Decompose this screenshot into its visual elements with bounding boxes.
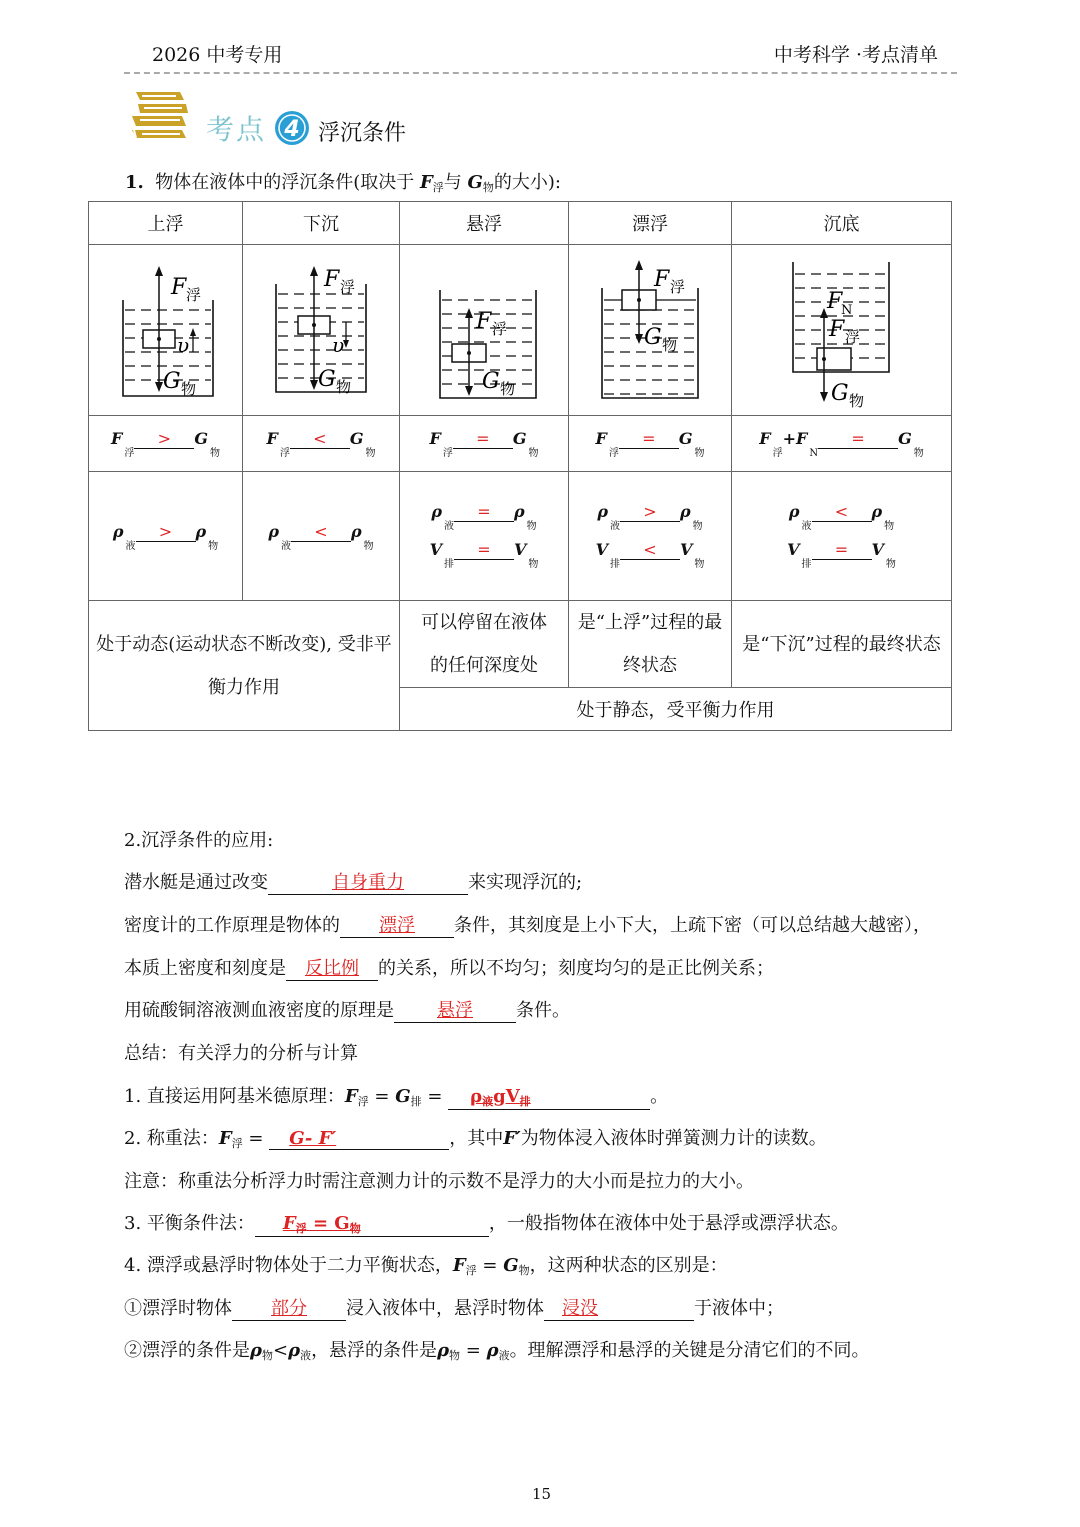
summary-line-3: 3. 平衡条件法： $F_浮 = G_物$ ，一般指物体在液体中处于悬浮或漂浮状态。	[124, 1213, 849, 1235]
section-number-badge	[274, 110, 310, 146]
app-title: 2.沉浮条件的应用:	[124, 830, 274, 851]
svg-text:F: F	[324, 266, 340, 292]
header-right: 中考科学 ·考点清单	[773, 44, 938, 66]
summary-line-1: 1. 直接运用阿基米德原理：$F_浮 = G_排 = \rho_液gV_排$ 。	[124, 1086, 669, 1108]
label-f-sub: 浮	[185, 285, 201, 304]
header-divider	[124, 72, 957, 74]
force-rel-suspend: $F_浮= G_物$	[400, 416, 569, 472]
svg-text:浮: 浮	[340, 277, 356, 296]
density-rel-suspend: $\rho_液= \rho_物$ $V_排= V_物$	[400, 472, 569, 601]
svg-text:G: G	[830, 380, 849, 406]
density-rel-bottom: $\rho_液< \rho_物$ $V_排= V_物$	[732, 472, 952, 601]
label-v: υ	[176, 332, 189, 357]
summary-line-2: 2. 称重法：$F_浮 = G-$ F′ ，其中F′为物体浸入液体时弹簧测力计的读数。	[124, 1128, 827, 1150]
svg-text:F: F	[828, 316, 844, 342]
svg-text:G: G	[482, 368, 500, 394]
svg-text:N: N	[840, 302, 852, 318]
force-rel-sink: $F_浮< G_物$	[243, 416, 400, 472]
header-float: 漂浮	[569, 202, 732, 245]
label-g: G	[162, 368, 181, 394]
desc-dynamic: 处于动态(运动状态不断改变), 受非平衡力作用	[89, 601, 400, 731]
force-rel-float: $F_浮= G_物$	[569, 416, 732, 472]
summary-compare-2: ②漂浮的条件是$\rho_物<\rho_液$，悬浮的条件是$\rho_物 = \rho_液$。理解漂浮和悬浮的关键是分清它们的不同。	[124, 1340, 870, 1362]
desc-static: 处于静态，受平衡力作用	[400, 688, 952, 731]
svg-text:物: 物	[848, 391, 864, 408]
force-rel-rise: $F_浮> G_物$	[89, 416, 243, 472]
density-rel-float: $\rho_液> \rho_物$ $V_排< V_物$	[569, 472, 732, 601]
svg-text:浮: 浮	[844, 327, 860, 346]
diagram-rise	[89, 245, 243, 416]
books-icon	[128, 86, 190, 142]
app-line-1: 潜水艇是通过改变 自身重力 来实现浮沉的;	[124, 868, 582, 895]
header-suspend: 悬浮	[400, 202, 569, 245]
svg-text:F: F	[826, 288, 842, 314]
app-line-3: 本质上密度和刻度是 反比例 的关系，所以不均匀；刻度均匀的是正比例关系；	[124, 954, 774, 981]
summary-note: 注意：称重法分析浮力时需注意测力计的示数不是浮力的大小而是拉力的大小。	[124, 1171, 754, 1192]
svg-text:υ: υ	[332, 332, 345, 357]
header-sink: 下沉	[243, 202, 400, 245]
summary-title: 总结：有关浮力的分析与计算	[124, 1043, 358, 1064]
desc-suspend: 可以停留在液体的任何深度处	[400, 601, 569, 688]
svg-text:浮: 浮	[492, 319, 508, 338]
svg-text:G: G	[318, 366, 336, 392]
desc-sink-final: 是“下沉”过程的最终状态	[732, 601, 952, 688]
summary-compare-1: ①漂浮时物体 部分 浸入液体中，悬浮时物体 浸没 于液体中；	[124, 1294, 784, 1321]
label-f: F	[170, 274, 186, 300]
header-rise: 上浮	[89, 202, 243, 245]
desc-float: 是“上浮”过程的最终状态	[569, 601, 732, 688]
diagram-bottom	[732, 245, 952, 416]
density-rel-sink: $\rho_液< \rho_物$	[243, 472, 400, 601]
app-line-4: 用硫酸铜溶液测血液密度的原理是 悬浮 条件。	[124, 996, 570, 1023]
app-line-2: 密度计的工作原理是物体的 漂浮 条件，其刻度是上小下大，上疏下密（可以总结越大越密），	[124, 911, 931, 938]
svg-text:物: 物	[500, 379, 516, 398]
svg-text:F: F	[654, 266, 670, 292]
force-rel-bottom: $F_浮+F_N= G_物$	[732, 416, 952, 472]
header-bottom: 沉底	[732, 202, 952, 245]
label-g-sub: 物	[180, 379, 196, 398]
diagram-suspend	[400, 245, 569, 416]
summary-line-4: 4. 漂浮或悬浮时物体处于二力平衡状态，$F_浮 = G_物$，这两种状态的区别是：	[124, 1255, 728, 1277]
svg-text:F: F	[476, 308, 492, 334]
question-1: 1. 物体在液体中的浮沉条件(取决于 $F_浮$与 $G_物$的大小):	[125, 172, 561, 194]
page-number: 15	[532, 1485, 552, 1503]
svg-text:G: G	[644, 324, 662, 350]
svg-text:浮: 浮	[670, 277, 686, 296]
diagram-sink	[243, 245, 400, 416]
section-title: 浮沉条件	[318, 121, 407, 146]
float-sink-table	[88, 201, 952, 731]
section-heading	[128, 86, 548, 146]
svg-text:物: 物	[662, 335, 678, 354]
section-number: 4	[284, 117, 300, 142]
section-label: 考点	[206, 113, 267, 146]
header-left: 2026 中考专用	[152, 44, 283, 66]
svg-text:物: 物	[336, 377, 352, 396]
diagram-float	[569, 245, 732, 416]
density-rel-rise: $\rho_液> \rho_物$	[89, 472, 243, 601]
